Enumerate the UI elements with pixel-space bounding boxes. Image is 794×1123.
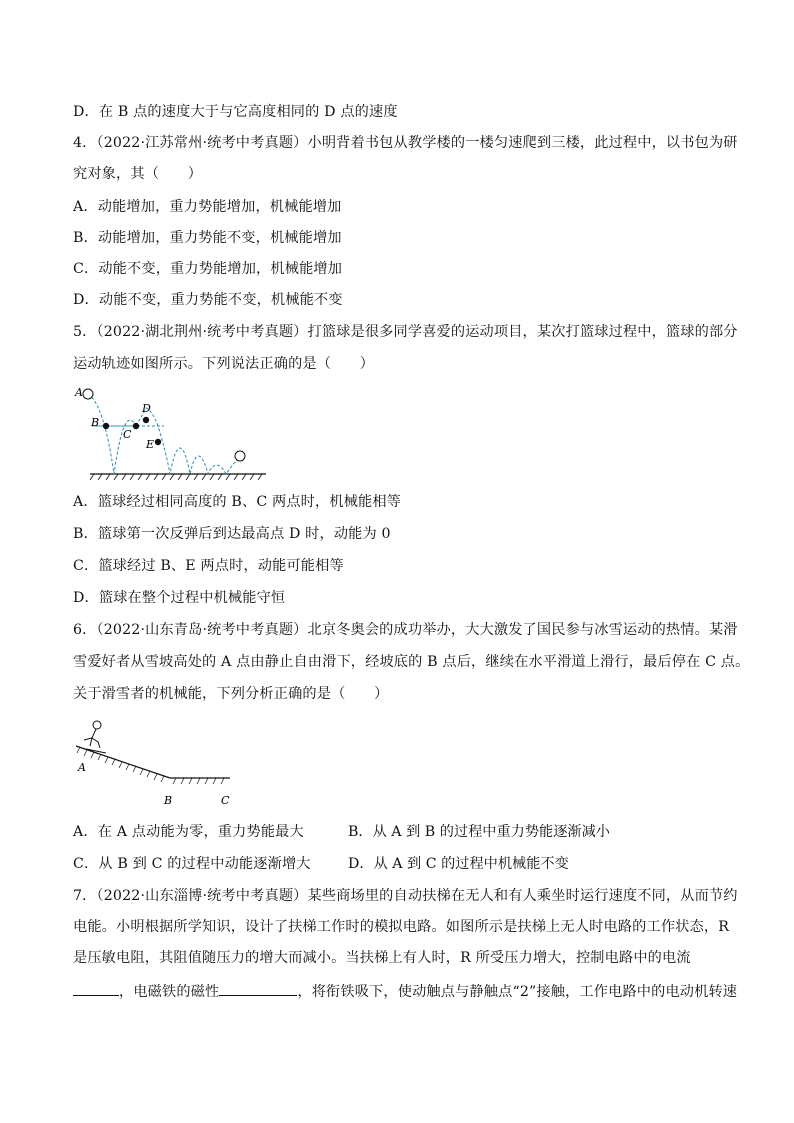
ball-end [235,451,245,461]
ski-slope-figure [70,716,250,812]
q6-stem-line1: 6．（2022·山东青岛·统考中考真题）北京冬奥会的成功举办，大大激发了国民参与冰雪运动的热情。某滑 [73,622,738,638]
label-a: A [78,761,86,774]
q5-option-b: B．篮球第一次反弹后到达最高点 D 时，动能为 0 [73,526,391,542]
q5-option-a: A．篮球经过相同高度的 B、C 两点时，机械能相等 [73,494,402,510]
label-c: C [221,794,230,807]
answer-blank-magnetism[interactable] [219,981,297,996]
trajectory-path [88,394,240,474]
q6-option-c: C．从 B 到 C 的过程中动能逐渐增大 [73,856,311,872]
q3-option-d: D．在 B 点的速度大于与它高度相同的 D 点的速度 [73,104,398,120]
q6-stem-line2: 雪爱好者从雪坡高处的 A 点由静止自由滑下，经坡底的 B 点后，继续在水平滑道上滑行，最后停在 C 点。 [73,654,750,670]
q5-stem-line2: 运动轨迹如图所示。下列说法正确的是（ ） [73,356,375,372]
q6-option-a: A．在 A 点动能为零，重力势能最大 [73,824,304,840]
q7-stem-line4 [73,981,737,1002]
answer-blank-current[interactable] [73,981,119,996]
label-b: B [91,416,100,429]
q4-option-d: D．动能不变，重力势能不变，机械能不变 [73,292,343,308]
q7-stem-line1: 7．（2022·山东淄博·统考中考真题）某些商场里的自动扶梯在无人和有人乘坐时运行速度不同，从而节约 [73,888,738,904]
q5-option-d: D．篮球在整个过程中机械能守恒 [73,590,286,606]
q6-option-d: D．从 A 到 C 的过程中机械能不变 [348,856,569,872]
q4-option-a: A．动能增加，重力势能增加，机械能增加 [73,199,342,215]
label-e: E [146,438,155,451]
basketball-trajectory-figure [70,382,270,482]
point-c [133,423,139,429]
label-a: A [75,386,83,399]
point-e [155,439,161,445]
q6-option-b: B．从 A 到 B 的过程中重力势能逐渐减小 [348,824,610,840]
ball-start [83,389,93,399]
q7-line4-text2: ，将衔铁吸下，使动触点与静触点“2”接触，工作电路中的电动机转速 [297,984,738,1000]
q4-option-b: B．动能增加，重力势能不变，机械能增加 [73,230,342,246]
slope-line [76,746,170,778]
q4-stem-line1: 4．（2022·江苏常州·统考中考真题）小明背着书包从教学楼的一楼匀速爬到三楼，此过程中，以书包为研 [73,135,738,151]
skier-figure [84,721,106,753]
q5-stem-line1: 5．（2022·湖北荆州·统考中考真题）打篮球是很多同学喜爱的运动项目，某次打篮球过程中，篮球的部分 [73,324,738,340]
q7-line4-text1: ，电磁铁的磁性 [119,984,220,1000]
q7-stem-line2: 电能。小明根据所学知识，设计了扶梯工作时的模拟电路。如图所示是扶梯上无人时电路的工作状态，R [73,919,730,935]
q4-stem-line2: 究对象，其（ ） [73,166,203,182]
q5-option-c: C．篮球经过 B、E 两点时，动能可能相等 [73,558,344,574]
point-d [143,417,149,423]
label-b: B [164,794,173,807]
point-b [103,423,109,429]
label-d: D [142,402,151,415]
q6-stem-line3: 关于滑雪者的机械能，下列分析正确的是（ ） [73,686,389,702]
label-c: C [123,428,132,441]
q7-stem-line3: 是压敏电阻，其阻值随压力的增大而减小。当扶梯上有人时，R 所受压力增大，控制电路中的电流 [73,950,691,966]
q4-option-c: C．动能不变，重力势能增加，机械能增加 [73,261,343,277]
ground-hatching [90,474,262,480]
